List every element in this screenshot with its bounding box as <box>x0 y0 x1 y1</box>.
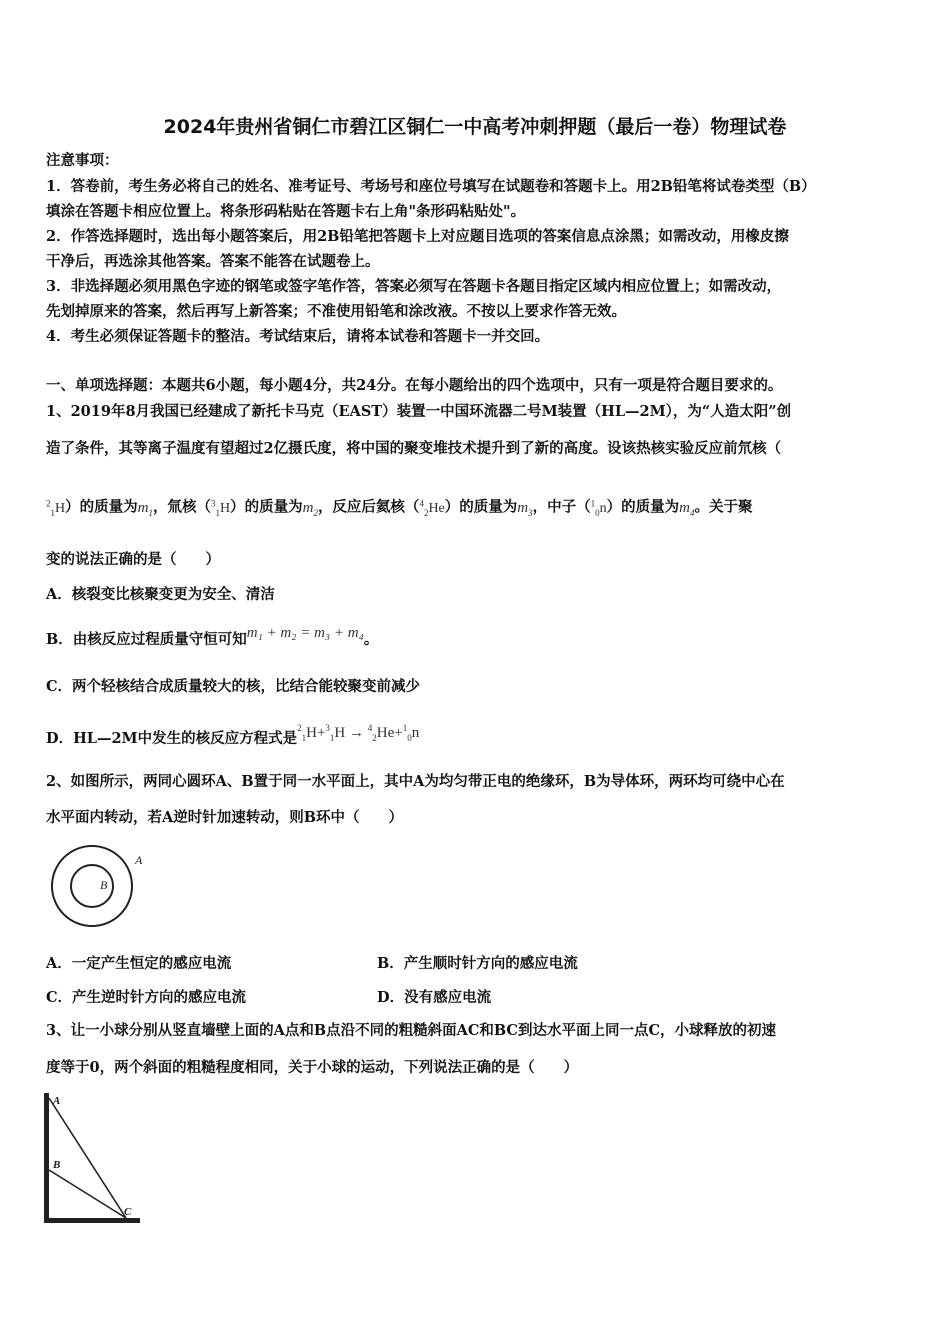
q1-stem-line3: $^2_1$H）的质量为$m_1$，氚核（$^3_1$H）的质量为$m_2$，反应后氦核（$^4_2$He）的质量为$m_3$，中子（$^1_0$n）的质量为$m_4$。关于聚 <box>46 498 753 518</box>
notice-line: 4．考生必须保证答题卡的整洁。考试结束后，请将本试卷和答题卡一并交回。 <box>46 328 550 345</box>
page-title: 2024年贵州省铜仁市碧江区铜仁一中高考冲刺押题（最后一卷）物理试卷 <box>163 116 787 138</box>
notice-line: 干净后，再选涂其他答案。答案不能答在试题卷上。 <box>46 253 380 270</box>
notice-line: 填涂在答题卡相应位置上。将条形码粘贴在答题卡右上角"条形码粘贴处"。 <box>46 203 526 220</box>
q2-option-b: B．产生顺时针方向的感应电流 <box>377 955 578 972</box>
q2-option-d: D．没有感应电流 <box>377 989 492 1006</box>
reaction-equation: $^2_1$H+$^3_1$H → $^4_2$He+$^1_0$n <box>297 723 420 743</box>
point-a-label: A <box>53 1095 61 1107</box>
m3-symbol: $m_3$ <box>517 499 533 518</box>
q1-option-a: A．核裂变比核聚变更为安全、清洁 <box>46 586 275 603</box>
notice-line: 1．答卷前，考生务必将自己的姓名、准考证号、考场号和座位号填写在试题卷和答题卡上。用2B铅笔将试卷类型（B） <box>46 178 816 195</box>
ring-b-label: B <box>100 878 108 892</box>
tritium-symbol: $^3_1$H <box>210 498 231 518</box>
m1-symbol: $m_1$ <box>137 499 153 518</box>
point-c-label: C <box>124 1206 132 1218</box>
incline-figure <box>40 1090 150 1230</box>
mass-equation: m₁ + m₂ = m₃ + m₄ <box>246 625 364 641</box>
ring-a-label: A <box>135 853 143 867</box>
m4-symbol: $m_4$ <box>679 499 695 518</box>
q2-option-c: C．产生逆时针方向的感应电流 <box>46 989 247 1006</box>
q1-stem: 造了条件，其等离子温度有望超过2亿摄氏度，将中国的聚变堆技术提升到了新的高度。设该热核实验反应前氘核（ <box>46 440 782 457</box>
q1-option-d: D．HL—2M中发生的核反应方程式是$^2_1$H+$^3_1$H → $^4_2$He+$^1_0$n <box>46 723 420 747</box>
point-b-label: B <box>53 1159 61 1171</box>
notice-line: 2．作答选择题时，选出每小题答案后，用2B铅笔把答题卡上对应题目选项的答案信息点涂黑；如需改动，用橡皮擦 <box>46 228 789 245</box>
notice-line: 3．非选择题必须用黑色字迹的钢笔或签字笔作答，答案必须写在答题卡各题目指定区域内相应位置上；如需改动， <box>46 278 782 295</box>
ground <box>44 1218 140 1223</box>
q1-stem: 1、2019年8月我国已经建成了新托卡马克（EAST）装置一中国环流器二号M装置（HL—2M），为“人造太阳”创 <box>46 403 792 420</box>
concentric-rings-figure <box>44 840 154 932</box>
q2-stem: 2、如图所示，两同心圆环A、B置于同一水平面上，其中A为均匀带正电的绝缘环，B为导体环，两环均可绕中心在 <box>46 773 785 790</box>
section-heading: 一、单项选择题：本题共6小题，每小题4分，共24分。在每小题给出的四个选项中，只有一项是符合题目要求的。 <box>46 377 783 394</box>
wall <box>44 1093 49 1223</box>
incline-bc <box>49 1170 126 1218</box>
notice-heading: 注意事项： <box>46 152 119 169</box>
incline-ac <box>49 1098 126 1218</box>
q1-option-c: C．两个轻核结合成质量较大的核，比结合能较聚变前减少 <box>46 678 421 695</box>
q2-stem: 水平面内转动，若A逆时针加速转动，则B环中（ ） <box>46 809 404 826</box>
ring-a <box>52 846 132 926</box>
q1-stem: 变的说法正确的是（ ） <box>46 551 220 568</box>
deuterium-symbol: $^2_1$H <box>46 498 66 518</box>
m2-symbol: $m_2$ <box>302 499 318 518</box>
q2-option-a: A．一定产生恒定的感应电流 <box>46 955 232 972</box>
q3-stem: 3、让一小球分别从竖直墙壁上面的A点和B点沿不同的粗糙斜面AC和BC到达水平面上同一点C，小球释放的初速 <box>46 1022 776 1039</box>
helium-symbol: $^4_2$He <box>419 498 445 518</box>
notice-line: 先划掉原来的答案，然后再写上新答案；不准使用铅笔和涂改液。不按以上要求作答无效。 <box>46 303 626 320</box>
q3-stem: 度等于0，两个斜面的粗糙程度相同，关于小球的运动，下列说法正确的是（ ） <box>46 1059 579 1076</box>
q1-option-b: B．由核反应过程质量守恒可知m₁ + m₂ = m₃ + m₄。 <box>46 625 379 648</box>
neutron-symbol: $^1_0$n <box>590 498 607 518</box>
